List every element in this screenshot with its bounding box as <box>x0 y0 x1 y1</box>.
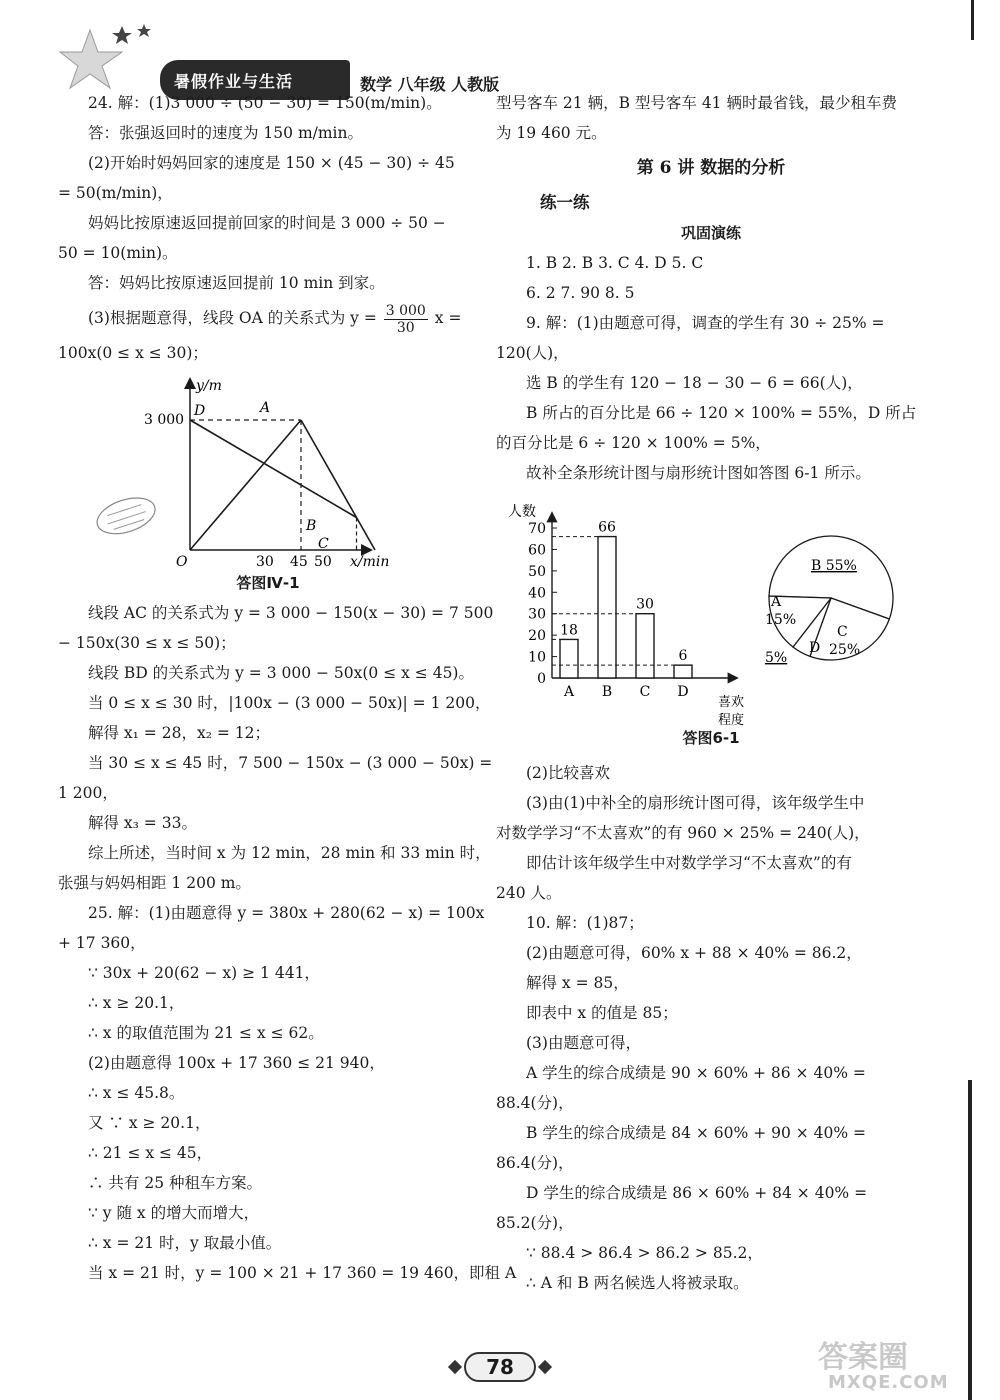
text-line: 线段 AC 的关系式为 y = 3 000 − 150(x − 30) = 7 500 <box>88 604 494 622</box>
watermark <box>810 1332 970 1396</box>
subsection-title: 练一练 <box>540 193 590 212</box>
text-line: + 17 360， <box>58 934 146 952</box>
text-line: ∵ 88.4 > 86.4 > 86.2 > 85.2， <box>526 1244 763 1262</box>
y-tick-label: 60 <box>528 542 546 559</box>
text-line: 9. 解：(1)由题意可得，调查的学生有 30 ÷ 25% = <box>526 314 885 332</box>
text-line: 解得 x₁ = 28，x₂ = 12； <box>88 724 270 742</box>
text-line: 85.2(分)， <box>496 1214 574 1232</box>
y-tick-label: 70 <box>528 521 546 537</box>
section-title: 第 6 讲 数据的分析 <box>636 158 786 178</box>
pie-chart <box>765 536 893 666</box>
x-tick-label: 45 <box>290 554 308 570</box>
bar-value-label: 66 <box>598 519 616 536</box>
equation-text: x = <box>434 309 462 327</box>
text-line: 答：张强返回时的速度为 150 m/min。 <box>88 124 363 142</box>
text-line: 即估计该年级学生中对数学学习“不太喜欢”的有 <box>526 854 852 872</box>
text-line: ∵ 30x + 20(62 − x) ≥ 1 441， <box>88 964 320 982</box>
text-line: 综上所述，当时间 x 为 12 min，28 min 和 33 min 时， <box>88 844 491 862</box>
page-number <box>450 1350 550 1384</box>
pie-label-c: C <box>837 624 848 640</box>
text-line: 妈妈比按原速返回提前回家的时间是 3 000 ÷ 50 − <box>88 214 446 232</box>
text-line: 当 x = 21 时，y = 100 × 21 + 17 360 = 19 460，即租 A <box>88 1264 517 1282</box>
bar-category-label: D <box>677 684 689 700</box>
bar-pie-chart <box>496 488 926 728</box>
text-line: ∵ y 随 x 的增大而增大， <box>88 1204 260 1222</box>
subsubsection-title: 巩固演练 <box>680 224 741 242</box>
text-line: 对数学学习“不太喜欢”的有 960 × 25% = 240(人)， <box>496 824 870 842</box>
pie-label-d: 5% <box>765 650 788 666</box>
fraction-numerator: 3 000 <box>385 302 426 319</box>
figure-caption: 答图6-1 <box>682 729 740 747</box>
x-axis-label: x/min <box>350 554 390 570</box>
watermark-text: 答案圈 <box>818 1340 908 1375</box>
text-line: (2)由题意可得，60% x + 88 × 40% = 86.2， <box>526 944 862 962</box>
figure-caption: 答图Ⅳ-1 <box>236 574 300 592</box>
text-line: 解得 x = 85， <box>526 974 629 992</box>
text-line: 当 0 ≤ x ≤ 30 时，|100x − (3 000 − 50x)| = 1 200， <box>88 694 491 712</box>
x-tick-label: 30 <box>256 554 274 570</box>
answer-line: 1. B 2. B 3. C 4. D 5. C <box>526 254 704 272</box>
line-chart <box>58 368 478 568</box>
fraction <box>384 303 428 336</box>
text-line: ∴ 21 ≤ x ≤ 45， <box>88 1144 213 1162</box>
bar-x-axis-label: 喜欢 <box>718 695 745 710</box>
text-line: (3)由(1)中补全的扇形统计图可得，该年级学生中 <box>526 794 865 812</box>
bar-value-label: 18 <box>560 622 578 639</box>
text-line: ∴ A 和 B 两名候选人将被录取。 <box>526 1274 749 1292</box>
y-tick-label: 20 <box>528 628 546 645</box>
text-line: 线段 BD 的关系式为 y = 3 000 − 50x(0 ≤ x ≤ 45)。 <box>88 664 474 682</box>
margin-rule <box>971 0 974 40</box>
right-column <box>496 88 926 1298</box>
text-line: 解得 x₃ = 33。 <box>88 814 197 832</box>
text-line: 100x(0 ≤ x ≤ 30)； <box>58 344 208 362</box>
bar-x-axis-label: 程度 <box>718 713 745 728</box>
text-line: B 所占的百分比是 66 ÷ 120 × 100% = 55%，D 所占 <box>526 404 917 422</box>
text-line: 10. 解：(1)87； <box>526 914 644 932</box>
y-tick-label: 50 <box>528 563 546 580</box>
bar-value-label: 6 <box>678 648 688 665</box>
bar-category-label: B <box>601 684 613 700</box>
pie-label-d: D <box>809 640 821 656</box>
left-column <box>58 88 517 1288</box>
text-line: ∴ 共有 25 种租车方案。 <box>88 1174 263 1192</box>
bar-a <box>560 639 578 678</box>
text-line: ∴ x ≥ 20.1， <box>88 994 185 1012</box>
y-tick-label: 3 000 <box>144 412 185 428</box>
y-tick-label: 40 <box>528 585 546 602</box>
point-label-d: D <box>194 403 206 419</box>
line-chart-marks <box>190 420 375 550</box>
pie-label-a: A <box>771 594 782 610</box>
text-line: (2)比较喜欢 <box>526 764 610 782</box>
bar-category-label: C <box>639 684 651 700</box>
header-title: 暑假作业与生活 <box>174 72 294 91</box>
text-line: 答：妈妈比按原速返回提前 10 min 到家。 <box>88 274 385 292</box>
fraction-denominator: 30 <box>396 319 415 336</box>
watermark-url: MXQE.COM <box>828 1372 949 1393</box>
text-line: − 150x(30 ≤ x ≤ 50)； <box>58 634 236 652</box>
text-line: 当 30 ≤ x ≤ 45 时，7 500 − 150x − (3 000 − 50x) = <box>88 754 493 772</box>
text-line: 24. 解：(1)3 000 ÷ (50 − 30) = 150(m/min)。 <box>88 94 442 112</box>
pie-label-b: B 55% <box>811 558 857 574</box>
text-line: A 学生的综合成绩是 90 × 60% + 86 × 40% = <box>526 1064 866 1082</box>
bar-category-label: A <box>563 684 575 700</box>
line-chart-svg <box>58 368 478 568</box>
text-line: 1 200， <box>58 784 118 802</box>
pie-label-a: 15% <box>765 612 797 628</box>
bar-y-axis-label: 人数 <box>508 504 536 520</box>
text-line: ∴ x ≤ 45.8。 <box>88 1084 185 1102</box>
text-line: 型号客车 21 辆，B 型号客车 41 辆时最省钱，最少租车费 <box>496 94 897 112</box>
text-line: ∴ x = 21 时，y 取最小值。 <box>88 1234 282 1252</box>
text-line: (2)由题意得 100x + 17 360 ≤ 21 940， <box>88 1054 385 1072</box>
bar-d <box>674 665 692 678</box>
page-header <box>60 20 520 92</box>
text-line: 的百分比是 6 ÷ 120 × 100% = 5%， <box>496 434 771 452</box>
y-tick-label: 0 <box>537 671 546 687</box>
bar-value-label: 30 <box>636 596 654 613</box>
point-label-c: C <box>318 536 329 552</box>
y-tick-label: 30 <box>528 606 546 623</box>
diamond-icon <box>538 1360 552 1374</box>
text-line: 即表中 x 的值是 85； <box>526 1004 678 1022</box>
bar-pie-chart-svg <box>496 488 926 728</box>
x-tick-label: 50 <box>314 554 332 570</box>
diamond-icon <box>448 1360 462 1374</box>
pie-label-c: 25% <box>829 642 861 658</box>
series-line-oa <box>190 420 301 550</box>
text-line: 50 = 10(min)。 <box>58 244 178 262</box>
text-line: (2)开始时妈妈回家的速度是 150 × (45 − 30) ÷ 45 <box>88 154 455 172</box>
text-line: 又 ∵ x ≥ 20.1， <box>88 1114 211 1132</box>
point-label-a: A <box>260 400 271 416</box>
text-line: 120(人)， <box>496 344 569 362</box>
text-line: 86.4(分)， <box>496 1154 574 1172</box>
series-line-db <box>190 420 357 518</box>
text-line: 张强与妈妈相距 1 200 m。 <box>58 874 251 892</box>
equation-line <box>58 298 478 338</box>
bar-marks <box>552 520 692 700</box>
header-subtitle: 数学 八年级 人教版 <box>360 75 500 94</box>
equation-text: (3)根据题意得，线段 OA 的关系式为 y = <box>88 309 377 327</box>
stamp-icon <box>93 491 160 540</box>
y-axis-label: y/m <box>196 378 222 394</box>
text-line: D 学生的综合成绩是 86 × 60% + 84 × 40% = <box>526 1184 868 1202</box>
origin-label: O <box>176 554 188 570</box>
y-tick-label: 10 <box>528 649 546 666</box>
bar-c <box>636 614 654 678</box>
text-line: 240 人。 <box>496 884 562 902</box>
bar-b <box>598 537 616 678</box>
text-line: 故补全条形统计图与扇形统计图如答图 6-1 所示。 <box>526 464 871 482</box>
text-line: 25. 解：(1)由题意得 y = 380x + 280(62 − x) = 100x <box>88 904 485 922</box>
text-line: (3)由题意可得， <box>526 1034 641 1052</box>
text-line: ∴ x 的取值范围为 21 ≤ x ≤ 62。 <box>88 1024 324 1042</box>
answer-line: 6. 2 7. 90 8. 5 <box>526 284 635 302</box>
text-line: B 学生的综合成绩是 84 × 60% + 90 × 40% = <box>526 1124 867 1142</box>
point-label-b: B <box>306 518 317 534</box>
text-line: 为 19 460 元。 <box>496 124 607 142</box>
page-number-label: 78 <box>464 1352 536 1382</box>
text-line: 88.4(分)， <box>496 1094 574 1112</box>
text-line: = 50(m/min)， <box>58 184 173 202</box>
text-line: 选 B 的学生有 120 − 18 − 30 − 6 = 66(人)， <box>526 374 863 392</box>
